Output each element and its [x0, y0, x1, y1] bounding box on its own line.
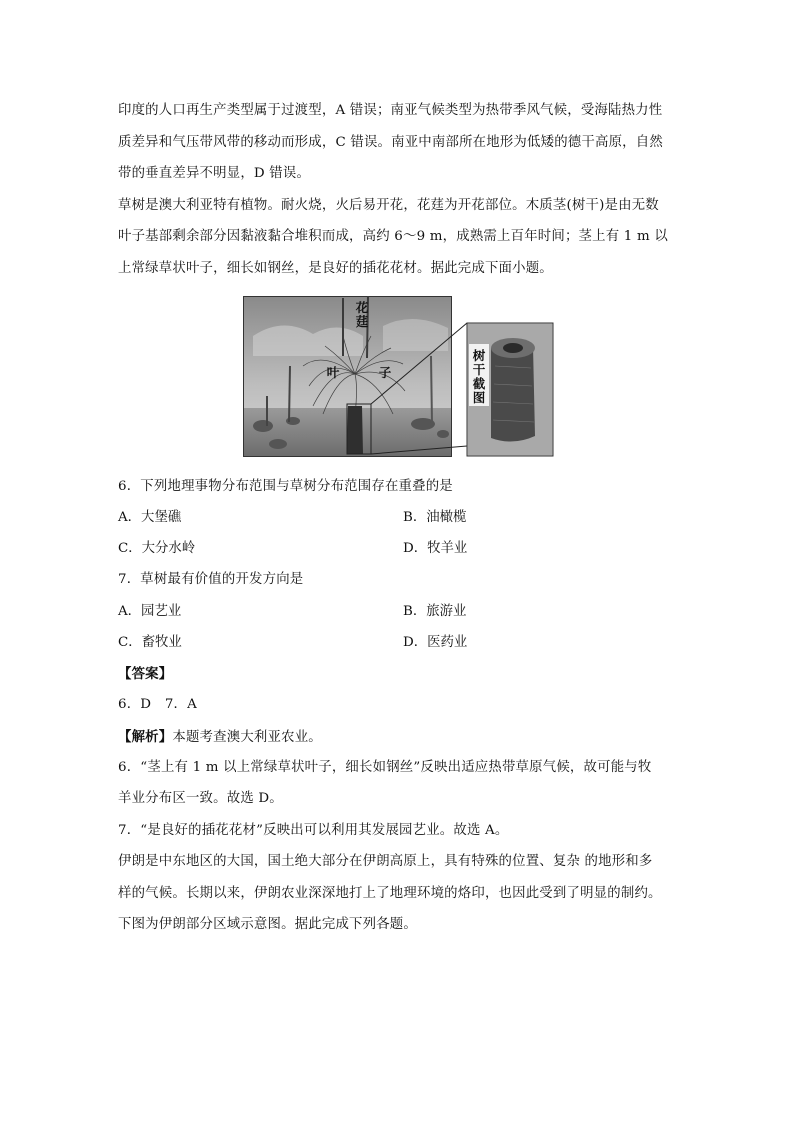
q7-option-b: B．旅游业	[403, 604, 467, 619]
label-leaf: 子	[378, 365, 392, 380]
text-line: 上常绿草状叶子，细长如钢丝，是良好的插花花材。据此完成下面小题。	[118, 261, 553, 276]
label-leaf: 叶	[326, 365, 340, 380]
analysis-intro: 本题考查澳大利亚农业。	[172, 730, 322, 745]
answer-heading: 【答案】	[118, 666, 173, 682]
q6-option-d: D．牧羊业	[403, 541, 468, 556]
analysis-line	[118, 727, 322, 748]
grass-tree-figure	[243, 296, 555, 458]
text-line: 草树是澳大利亚特有植物。耐火烧，火后易开花，花莛为开花部位。木质茎(树干)是由无数	[118, 198, 659, 213]
q7-option-a: A．园艺业	[118, 604, 182, 619]
q7-option-d: D．医药业	[403, 635, 468, 650]
text-line: 6．“茎上有 1 m 以上常绿草状叶子，细长如钢丝”反映出适应热带草原气候，故可能与牧	[118, 760, 652, 775]
label-trunk-section: 干	[472, 362, 486, 377]
label-trunk-section: 截	[472, 376, 486, 391]
question-6-stem: 6．下列地理事物分布范围与草树分布范围存在重叠的是	[118, 479, 453, 494]
text-line: 7．“是良好的插花花材”反映出可以利用其发展园艺业。故选 A。	[118, 823, 509, 838]
main-photo	[244, 296, 452, 457]
answer-value: 6．D 7．A	[118, 697, 198, 712]
label-flower-stalk: 莛	[355, 314, 369, 329]
q6-option-b: B．油橄榄	[403, 510, 467, 525]
q7-option-c: C．畜牧业	[118, 635, 182, 650]
text-line: 下图为伊朗部分区域示意图。据此完成下列各题。	[118, 917, 417, 932]
text-line: 带的垂直差异不明显，D 错误。	[118, 166, 311, 181]
text-line: 叶子基部剩余部分因黏液黏合堆积而成，高约 6～9 m，成熟需上百年时间；茎上有 1 m 以	[118, 229, 668, 244]
text-line: 羊业分布区一致。故选 D。	[118, 791, 283, 806]
label-flower-stalk: 花	[355, 300, 369, 315]
label-trunk-section: 树	[472, 348, 486, 363]
q6-option-c: C．大分水岭	[118, 541, 196, 556]
label-trunk-section: 图	[472, 390, 486, 405]
text-line: 伊朗是中东地区的大国，国土绝大部分在伊朗高原上，具有特殊的位置、复杂 的地形和多	[118, 854, 653, 869]
text-line: 印度的人口再生产类型属于过渡型，A 错误；南亚气候类型为热带季风气候，受海陆热力性	[118, 103, 663, 118]
analysis-heading: 【解析】	[118, 729, 173, 745]
text-line: 质差异和气压带风带的移动而形成，C 错误。南亚中南部所在地形为低矮的德干高原，自然	[118, 135, 663, 150]
question-7-stem: 7．草树最有价值的开发方向是	[118, 572, 304, 587]
q6-option-a: A．大堡礁	[118, 510, 182, 525]
text-line: 样的气候。长期以来，伊朗农业深深地打上了地理环境的烙印，也因此受到了明显的制约。	[118, 886, 662, 901]
